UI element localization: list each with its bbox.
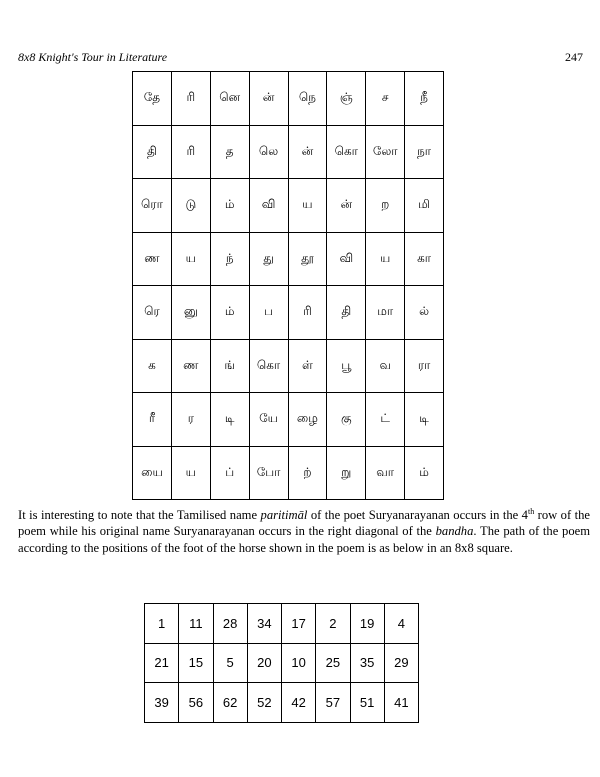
tamil-grid-cell: னெ <box>210 72 249 126</box>
running-head: 8x8 Knight's Tour in Literature <box>18 50 168 64</box>
tamil-grid-cell: ற <box>366 179 405 233</box>
tamil-grid-cell: ரா <box>405 339 444 393</box>
tamil-grid-cell: ல் <box>405 286 444 340</box>
tamil-grid-cell: கொ <box>249 339 288 393</box>
tamil-poem-grid <box>132 71 444 500</box>
tamil-grid-row <box>133 125 444 179</box>
tamil-grid-cell: லோ <box>366 125 405 179</box>
tamil-grid-cell: டு <box>171 179 210 233</box>
tamil-grid-cell: று <box>327 446 366 500</box>
paragraph-term-bandha: bandha <box>435 524 474 539</box>
tamil-grid-cell: டி <box>405 393 444 447</box>
paragraph-text-1: It is interesting to note that the Tamilised name <box>18 508 261 522</box>
tamil-grid-cell: து <box>249 232 288 286</box>
path-grid-cell: 10 <box>282 643 316 683</box>
path-grid-cell: 28 <box>213 604 247 644</box>
path-grid-cell: 41 <box>384 683 418 723</box>
tamil-grid-cell: தி <box>133 125 172 179</box>
tamil-grid-row <box>133 446 444 500</box>
tamil-grid-cell: தே <box>133 72 172 126</box>
tamil-grid-cell: ரீ <box>133 393 172 447</box>
tamil-grid-cell: ய <box>171 232 210 286</box>
paragraph-text-2: of the poet Suryanarayanan occurs in the 4 <box>307 508 528 522</box>
tamil-grid-cell: நீ <box>405 72 444 126</box>
tamil-grid-row <box>133 232 444 286</box>
tamil-grid-cell: வா <box>366 446 405 500</box>
tamil-grid-row <box>133 339 444 393</box>
tamil-grid-cell: கொ <box>327 125 366 179</box>
knight-path-grid <box>144 603 419 723</box>
tamil-grid-cell: ரொ <box>133 179 172 233</box>
tamil-grid-cell: னு <box>171 286 210 340</box>
tamil-grid-cell: யை <box>133 446 172 500</box>
path-grid-cell: 42 <box>282 683 316 723</box>
tamil-grid-cell: ங் <box>210 339 249 393</box>
tamil-grid-cell: டி <box>210 393 249 447</box>
tamil-grid-row <box>133 179 444 233</box>
path-grid-cell: 56 <box>179 683 213 723</box>
path-grid-cell: 29 <box>384 643 418 683</box>
path-grid-cell: 35 <box>350 643 384 683</box>
tamil-grid-cell: கா <box>405 232 444 286</box>
path-grid-cell: 52 <box>247 683 281 723</box>
path-grid-cell: 21 <box>145 643 179 683</box>
tamil-grid-cell: க <box>133 339 172 393</box>
tamil-grid-cell: ய <box>288 179 327 233</box>
path-grid-cell: 34 <box>247 604 281 644</box>
tamil-grid-cell: வ <box>366 339 405 393</box>
tamil-grid-cell: மா <box>366 286 405 340</box>
path-grid-cell: 2 <box>316 604 350 644</box>
tamil-grid-cell: ர <box>171 393 210 447</box>
tamil-grid-cell: நா <box>405 125 444 179</box>
tamil-grid-cell: ய <box>366 232 405 286</box>
tamil-grid-cell: கு <box>327 393 366 447</box>
path-grid-row <box>145 643 419 683</box>
tamil-grid-cell: ன் <box>327 179 366 233</box>
page-number: 247 <box>565 50 583 64</box>
path-grid-cell: 62 <box>213 683 247 723</box>
body-paragraph <box>18 507 590 556</box>
paragraph-text-4: . The path of the poem according to the positions of the foot of the horse shown in the poem is as below in an 8x8 square. <box>18 524 591 555</box>
path-grid-cell: 39 <box>145 683 179 723</box>
path-grid-cell: 51 <box>350 683 384 723</box>
tamil-grid-cell: வி <box>249 179 288 233</box>
path-grid-cell: 19 <box>350 604 384 644</box>
tamil-grid-cell: ன் <box>249 72 288 126</box>
path-grid-cell: 20 <box>247 643 281 683</box>
tamil-grid-cell: ரி <box>288 286 327 340</box>
tamil-grid-cell: ரி <box>171 72 210 126</box>
tamil-grid-cell: த <box>210 125 249 179</box>
path-grid-cell: 15 <box>179 643 213 683</box>
tamil-grid-cell: ச <box>366 72 405 126</box>
tamil-grid-cell: ண <box>171 339 210 393</box>
path-grid-row <box>145 683 419 723</box>
tamil-grid-cell: ய <box>171 446 210 500</box>
tamil-grid-row <box>133 286 444 340</box>
tamil-grid-cell: ம் <box>210 286 249 340</box>
tamil-grid-cell: வி <box>327 232 366 286</box>
tamil-grid-cell: ஞ் <box>327 72 366 126</box>
tamil-grid-row <box>133 72 444 126</box>
tamil-grid-cell: போ <box>249 446 288 500</box>
path-grid-cell: 5 <box>213 643 247 683</box>
tamil-grid-cell: ம் <box>210 179 249 233</box>
tamil-grid-cell: ம் <box>405 446 444 500</box>
path-grid-cell: 11 <box>179 604 213 644</box>
path-grid-cell: 4 <box>384 604 418 644</box>
path-grid-cell: 17 <box>282 604 316 644</box>
tamil-grid-cell: ரெ <box>133 286 172 340</box>
tamil-grid-cell: ந் <box>210 232 249 286</box>
tamil-grid-cell: ப் <box>210 446 249 500</box>
tamil-grid-cell: லெ <box>249 125 288 179</box>
tamil-grid-cell: நெ <box>288 72 327 126</box>
tamil-grid-cell: ரி <box>171 125 210 179</box>
path-grid-cell: 1 <box>145 604 179 644</box>
tamil-grid-cell: தி <box>327 286 366 340</box>
tamil-grid-cell: மி <box>405 179 444 233</box>
tamil-grid-cell: யே <box>249 393 288 447</box>
tamil-grid-cell: ற் <box>288 446 327 500</box>
paragraph-term-paritimal: paritimāl <box>260 508 308 522</box>
tamil-grid-cell: பூ <box>327 339 366 393</box>
path-grid-cell: 57 <box>316 683 350 723</box>
tamil-grid-cell: ப <box>249 286 288 340</box>
path-grid-cell: 25 <box>316 643 350 683</box>
ordinal-suffix: th <box>527 506 535 516</box>
tamil-grid-row <box>133 393 444 447</box>
tamil-grid-cell: ண <box>133 232 172 286</box>
tamil-grid-cell: ழை <box>288 393 327 447</box>
tamil-grid-cell: ன் <box>288 125 327 179</box>
path-grid-row <box>145 604 419 644</box>
paragraph-text-3: row of the poem while his original name Suryanarayanan occurs in the right diagonal of the <box>18 508 590 539</box>
tamil-grid-cell: தூ <box>288 232 327 286</box>
tamil-grid-cell: ட் <box>366 393 405 447</box>
tamil-grid-cell: ள் <box>288 339 327 393</box>
